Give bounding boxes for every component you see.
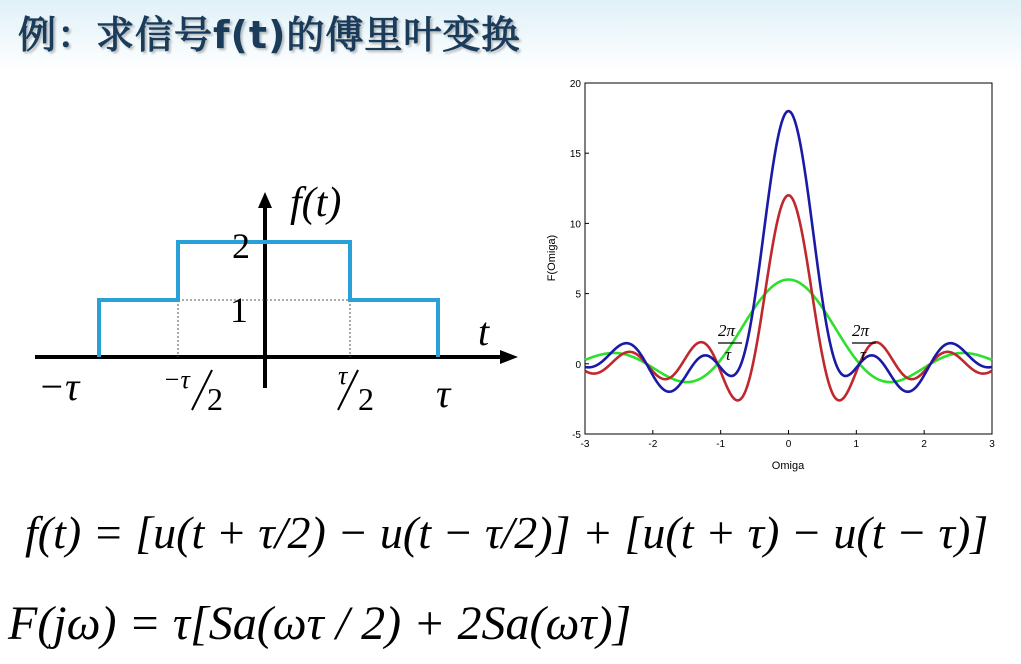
annotation-left-den: τ <box>725 345 732 364</box>
y-tick-label: 10 <box>569 219 581 231</box>
y-tick-label: 15 <box>569 149 581 161</box>
tick-neg-tau: −τ <box>38 364 80 409</box>
level-low-label: 1 <box>230 290 248 330</box>
tick-neg-half-num: −τ <box>163 365 190 394</box>
formula-frequency-domain <box>8 596 1021 651</box>
tick-neg-half-den: 2 <box>207 381 223 417</box>
level-high-label: 2 <box>232 226 250 266</box>
annotation-right-den: τ <box>860 345 867 364</box>
x-tick-label: 3 <box>989 439 995 450</box>
y-tick-label: 5 <box>575 289 581 301</box>
annotation-right-num: 2π <box>852 321 870 340</box>
x-tick-label: 2 <box>921 439 927 450</box>
x-tick-label: 0 <box>785 439 792 450</box>
x-tick-label: -2 <box>648 439 658 450</box>
tick-pos-tau: τ <box>436 371 451 416</box>
tick-pos-half-num: τ <box>338 361 348 390</box>
page-title: 例：求信号f(t)的傅里叶变换 <box>18 13 521 57</box>
spectrum-xlabel: Omiga <box>771 460 805 472</box>
tick-pos-half-den: 2 <box>358 381 374 417</box>
x-tick-label: -3 <box>580 439 590 450</box>
annotation-left-num: 2π <box>718 321 736 340</box>
spectrum-frame <box>585 83 992 434</box>
y-tick-label: -5 <box>572 430 581 441</box>
signal-ylabel: f(t) <box>290 180 342 226</box>
y-tick-label: 20 <box>569 79 581 90</box>
y-tick-label: 0 <box>575 359 581 371</box>
formula-frequency-domain-text: F(jω) = τ[Sa(ωτ / 2) + 2Sa(ωτ)] <box>8 597 632 650</box>
signal-xlabel: t <box>478 309 490 354</box>
x-tick-label: 1 <box>853 439 860 450</box>
spectrum-ylabel: F(Omiga) <box>546 234 558 282</box>
x-tick-label: -1 <box>716 439 726 450</box>
formula-time-domain <box>25 506 1021 559</box>
formula-time-domain-text: f(t) = [u(t + τ/2) − u(t − τ/2)] + [u(t + τ) − u(t − τ)] <box>25 507 989 558</box>
